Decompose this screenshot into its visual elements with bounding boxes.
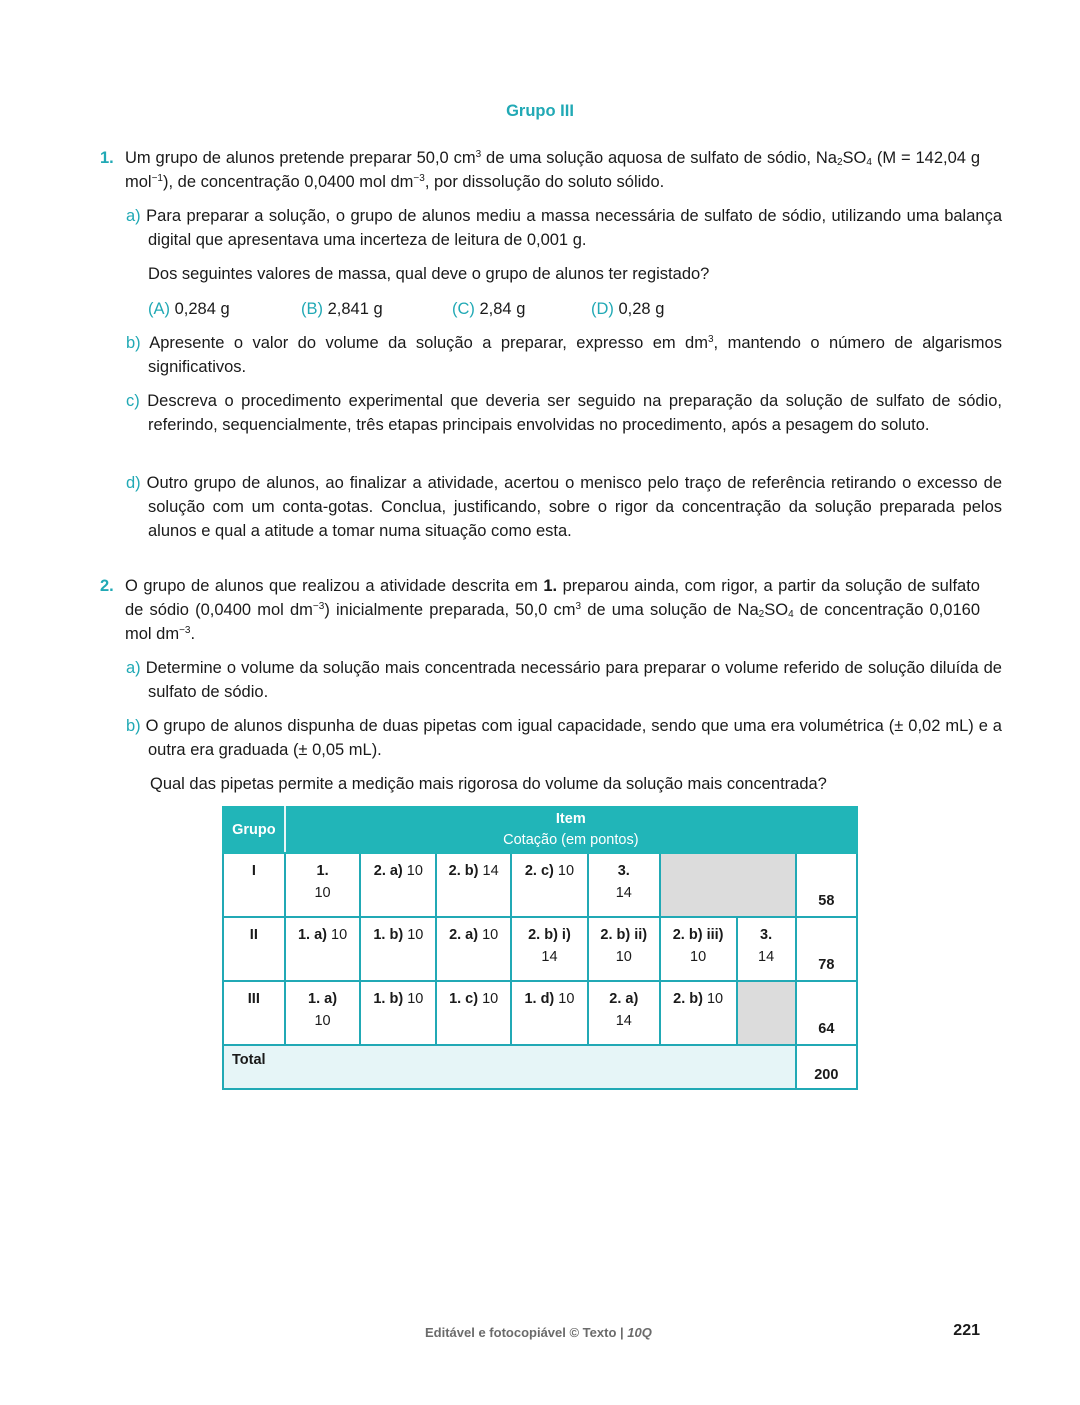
page-number: 221 bbox=[953, 1322, 980, 1339]
item-label: 2. b) bbox=[448, 863, 479, 879]
item-points: 14 bbox=[615, 885, 632, 901]
score-cell bbox=[285, 917, 361, 981]
item-label: 1. b) bbox=[373, 991, 404, 1007]
item-points: 14 bbox=[541, 949, 558, 965]
item-points: 10 bbox=[706, 991, 724, 1007]
row-total: 64 bbox=[796, 981, 857, 1045]
score-cell bbox=[660, 981, 737, 1045]
empty-cell bbox=[660, 853, 796, 917]
score-cell bbox=[588, 981, 660, 1045]
question-2 bbox=[100, 574, 980, 646]
item-label: 1. b) bbox=[373, 927, 404, 943]
header-item-sub: Cotação (em pontos) bbox=[503, 832, 639, 848]
question-1d: d) Outro grupo de alunos, ao finalizar a atividade, acertou o menisco pelo traço de referência retirando o excesso de solução com um conta-gotas. Conclua, justificando, sobre o rigor da concentração da solução preparada pelos alunos e qual a atitude a tomar numa situação como esta. bbox=[126, 474, 1002, 540]
item-points: 14 bbox=[758, 949, 775, 965]
item-label: 1. d) bbox=[524, 991, 555, 1007]
question-2b-prompt: Qual das pipetas permite a medição mais rigorosa do volume da solução mais concentrada? bbox=[150, 775, 827, 793]
question-1b: b) Apresente o valor do volume da solução a preparar, expresso em $dm^3$, mantendo o número de algarismos significativos. bbox=[126, 334, 1002, 376]
total-value: 200 bbox=[796, 1045, 857, 1089]
total-label: Total bbox=[223, 1045, 796, 1089]
subquestion-label: c) bbox=[126, 392, 140, 410]
item-label: 2. c) bbox=[524, 863, 554, 879]
question-1c: c) Descreva o procedimento experimental que deveria ser seguido na preparação da solução de sulfato de sódio, referindo, sequencialmente, três etapas principais envolvidas no procedimento, após a pesagem do soluto. bbox=[126, 392, 1002, 434]
score-cell bbox=[588, 917, 660, 981]
item-points: 10 bbox=[482, 991, 499, 1007]
score-cell bbox=[588, 853, 660, 917]
item-label: 2. a) bbox=[609, 991, 639, 1007]
score-cell bbox=[511, 917, 588, 981]
total-row bbox=[223, 1045, 857, 1089]
item-label: 3. bbox=[617, 863, 630, 879]
option-c[interactable]: (C) 2,84 g bbox=[452, 300, 526, 318]
item-points: 10 bbox=[406, 863, 423, 879]
score-cell bbox=[360, 853, 436, 917]
item-label: 2. b) i) bbox=[528, 927, 571, 943]
item-points: 10 bbox=[314, 885, 331, 901]
item-points: 14 bbox=[482, 863, 499, 879]
item-points: 10 bbox=[557, 863, 575, 879]
score-cell bbox=[436, 981, 511, 1045]
row-group: II bbox=[223, 917, 285, 981]
item-label: 2. a) bbox=[373, 863, 403, 879]
item-label: 1. a) bbox=[297, 927, 327, 943]
question-text: Um grupo de alunos pretende preparar 50,0 $cm^3$ de uma solução aquosa de sulfato de sódio, $Na_2SO_4$ (M = 142,04 g mol$^{-1}$), de concentração 0,0400 mol $dm^{-3}$, por dissolução do soluto sólido. bbox=[125, 149, 980, 191]
item-points: 10 bbox=[407, 991, 424, 1007]
question-number: 2. bbox=[100, 577, 114, 595]
subquestion-label: b) bbox=[126, 334, 141, 352]
option-b[interactable]: (B) 2,841 g bbox=[301, 300, 383, 318]
question-text: O grupo de alunos que realizou a atividade descrita em 1. preparou ainda, com rigor, a partir da solução de sulfato de sódio (0,0400 mol $dm^{-3}$) inicialmente preparada, 50,0 $cm^3$ de uma solução de $Na_2SO_4$ de concentração 0,0160 mol $dm^{-3}$. bbox=[125, 577, 980, 643]
item-label: 2. b) iii) bbox=[672, 927, 724, 943]
score-cell bbox=[360, 981, 436, 1045]
item-label: 3. bbox=[760, 927, 773, 943]
item-label: 2. b) bbox=[673, 991, 703, 1007]
item-points: 10 bbox=[615, 949, 632, 965]
question-number: 1. bbox=[100, 149, 114, 167]
table-row bbox=[223, 917, 857, 981]
score-table bbox=[222, 806, 858, 1090]
question-1a bbox=[126, 204, 1002, 252]
table-row bbox=[223, 853, 857, 917]
header-item-label: Item bbox=[555, 811, 586, 827]
header-item bbox=[285, 807, 857, 853]
subquestion-text: Para preparar a solução, o grupo de alunos mediu a massa necessária de sulfato de sódio, utilizando uma balança digital que apresentava uma incerteza de leitura de 0,001 g. bbox=[146, 207, 1003, 249]
empty-cell bbox=[737, 981, 796, 1045]
score-cell bbox=[436, 853, 511, 917]
item-points: 10 bbox=[558, 991, 575, 1007]
row-total: 78 bbox=[796, 917, 857, 981]
row-group: I bbox=[223, 853, 285, 917]
footer-copyright: Editável e fotocopiável © Texto | 10Q bbox=[425, 1325, 652, 1340]
table-row bbox=[223, 981, 857, 1045]
subquestion-label: d) bbox=[126, 474, 141, 492]
score-cell bbox=[511, 981, 588, 1045]
item-points: 10 bbox=[482, 927, 499, 943]
item-label: 1. bbox=[316, 863, 329, 879]
score-cell bbox=[660, 917, 737, 981]
item-label: 1. c) bbox=[449, 991, 479, 1007]
question-2b: b) O grupo de alunos dispunha de duas pipetas com igual capacidade, sendo que uma era volumétrica (± 0,02 mL) e a outra era graduada (± 0,05 mL). bbox=[126, 717, 1002, 759]
section-title: Grupo III bbox=[506, 102, 574, 120]
subquestion-label: a) bbox=[126, 659, 141, 677]
item-label: 2. b) ii) bbox=[600, 927, 648, 943]
row-group: III bbox=[223, 981, 285, 1045]
score-cell bbox=[360, 917, 436, 981]
question-2a: a) Determine o volume da solução mais concentrada necessário para preparar o volume referido de solução diluída de sulfato de sódio. bbox=[126, 659, 1002, 701]
table-header-row bbox=[223, 807, 857, 853]
score-cell bbox=[511, 853, 588, 917]
item-label: 2. a) bbox=[449, 927, 479, 943]
item-points: 10 bbox=[331, 927, 348, 943]
score-cell bbox=[285, 981, 361, 1045]
question-1a-prompt: Dos seguintes valores de massa, qual deve o grupo de alunos ter registado? bbox=[148, 265, 710, 283]
item-points: 14 bbox=[615, 1013, 632, 1029]
item-points: 10 bbox=[690, 949, 707, 965]
header-group: Grupo bbox=[223, 807, 285, 853]
score-cell bbox=[285, 853, 361, 917]
row-total: 58 bbox=[796, 853, 857, 917]
question-1 bbox=[100, 146, 980, 194]
subquestion-label: a) bbox=[126, 207, 141, 225]
item-points: 10 bbox=[314, 1013, 331, 1029]
score-cell bbox=[737, 917, 796, 981]
option-a[interactable]: (A) 0,284 g bbox=[148, 300, 230, 318]
item-label: 1. a) bbox=[308, 991, 338, 1007]
item-points: 10 bbox=[407, 927, 424, 943]
subquestion-label: b) bbox=[126, 717, 141, 735]
score-cell bbox=[436, 917, 511, 981]
option-d[interactable]: (D) 0,28 g bbox=[591, 300, 665, 318]
